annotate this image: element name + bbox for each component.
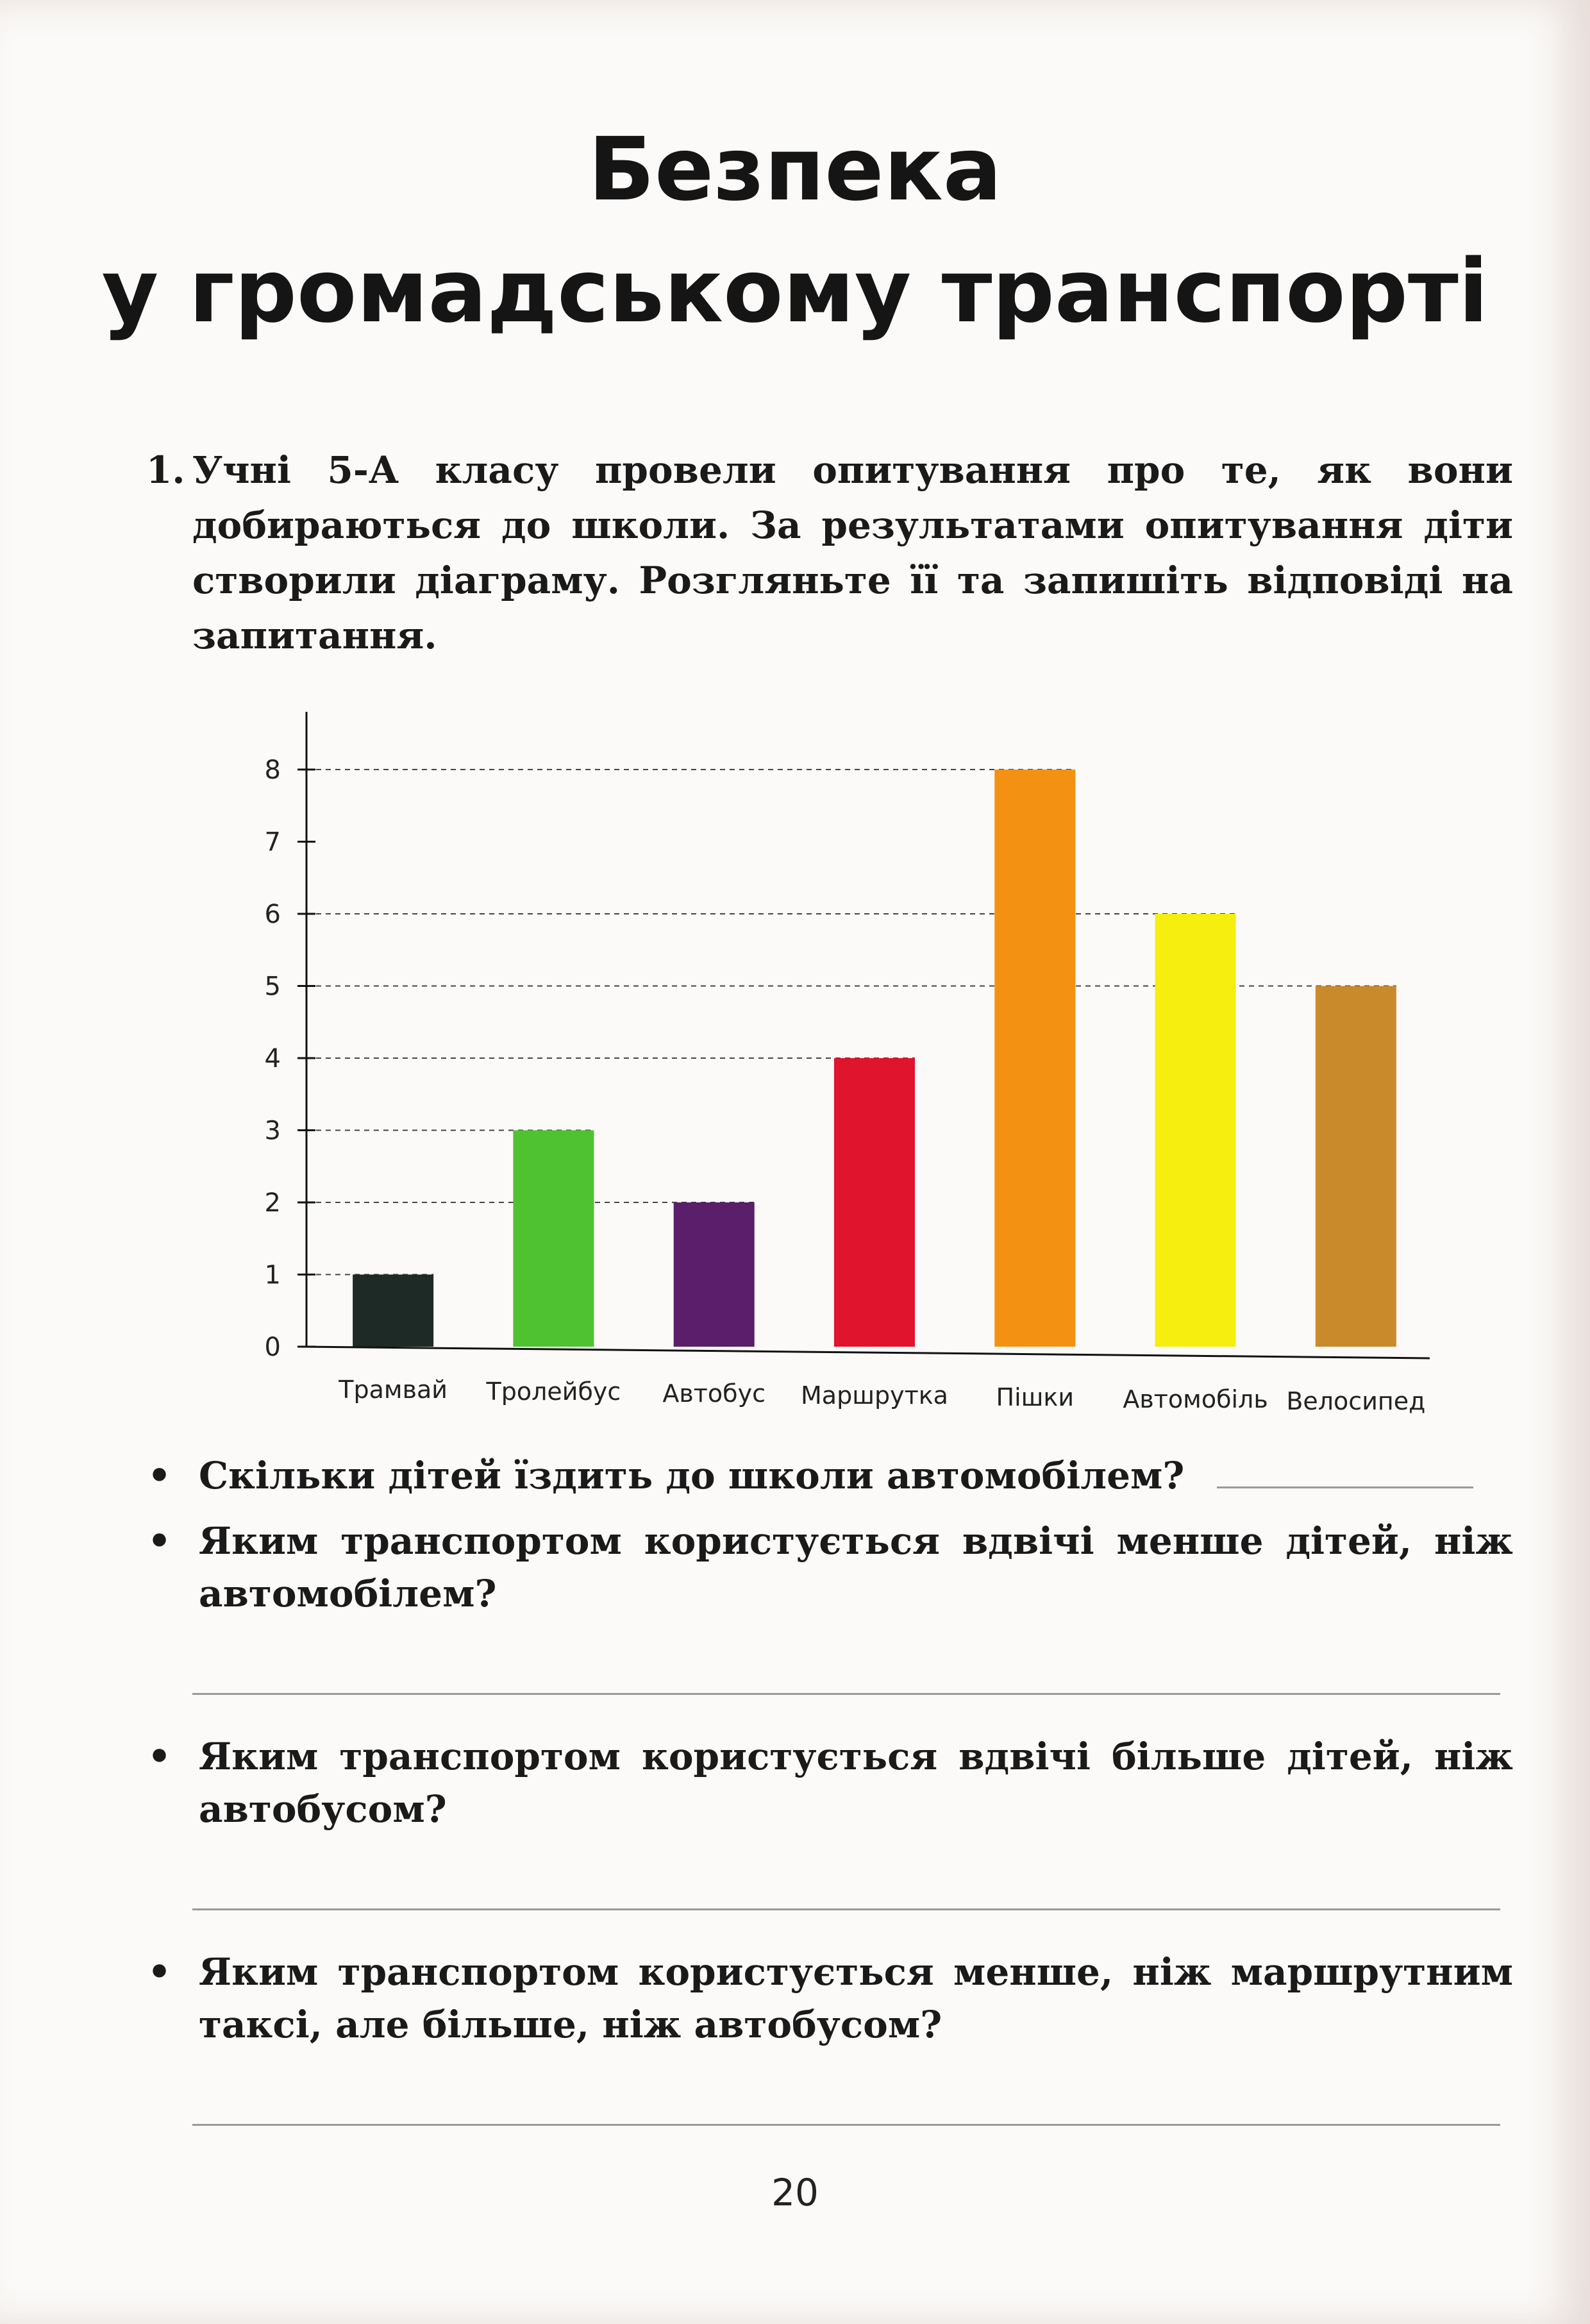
- bullet-icon: •: [147, 1950, 172, 1994]
- y-tick-label: 6: [264, 900, 281, 929]
- bar-3: [674, 1202, 755, 1347]
- question-text: Яким транспортом користується вдвічі менше дітей, ніж автомобілем?: [199, 1519, 1513, 1615]
- y-tick-label: 7: [264, 827, 281, 857]
- bar-6: [1155, 914, 1236, 1347]
- question-text: Яким транспортом користується вдвічі більше дітей, ніж автобусом?: [199, 1735, 1513, 1831]
- answer-line[interactable]: [192, 1906, 1500, 1910]
- bullet-icon: •: [147, 1454, 172, 1497]
- y-tick-label: 2: [264, 1188, 281, 1218]
- y-tick-label: 3: [264, 1116, 281, 1146]
- page-number: 20: [771, 2171, 819, 2214]
- task-number: 1.: [146, 448, 185, 492]
- y-tick-label: 1: [264, 1260, 281, 1290]
- bullet-icon: •: [147, 1735, 172, 1778]
- x-tick-label: Тролейбус: [486, 1377, 621, 1406]
- bar-7: [1316, 986, 1396, 1347]
- question-text: Яким транспортом користується менше, ніж маршрутним таксі, але більше, ніж автобусом?: [199, 1950, 1513, 2046]
- question-2: [147, 1515, 1513, 1620]
- question-4: [147, 1946, 1513, 2051]
- x-tick-label: Автомобіль: [1123, 1385, 1268, 1413]
- bar-5: [994, 770, 1075, 1347]
- task-text: Учні 5-А класу провели опитування про те, як вони добираються до школи. За результатами опитування діти створили діаграму. Розгляньте її та запишіть відповіді на запитання.: [192, 448, 1513, 657]
- question-1: [147, 1449, 1513, 1502]
- answer-line[interactable]: [192, 2121, 1500, 2126]
- x-tick-label: Маршрутка: [801, 1381, 948, 1410]
- question-3: [147, 1730, 1513, 1835]
- bar-chart: [231, 699, 1449, 1436]
- y-tick-label: 0: [264, 1333, 281, 1362]
- y-tick-label: 4: [264, 1044, 281, 1074]
- answer-line[interactable]: [1217, 1484, 1473, 1488]
- questions-list: [147, 1449, 1513, 2126]
- x-axis: [300, 1347, 1430, 1358]
- y-tick-label: 8: [264, 755, 281, 785]
- x-tick-label: Трамвай: [339, 1376, 448, 1404]
- x-tick-label: Велосипед: [1286, 1387, 1426, 1415]
- x-tick-label: Пішки: [996, 1383, 1075, 1411]
- bar-1: [353, 1275, 433, 1347]
- title-line-1: Безпека: [588, 119, 1002, 221]
- question-text: Скільки дітей їздить до школи автомобілем?: [199, 1454, 1185, 1497]
- title-line-2: у громадському транспорті: [101, 241, 1489, 342]
- bullet-icon: •: [147, 1519, 172, 1563]
- task-1: [147, 442, 1513, 663]
- bar-4: [834, 1058, 915, 1347]
- y-tick-label: 5: [264, 972, 281, 1002]
- answer-line[interactable]: [192, 1690, 1500, 1695]
- x-tick-label: Автобус: [662, 1379, 766, 1408]
- bar-2: [513, 1131, 594, 1347]
- page-title: [0, 109, 1590, 353]
